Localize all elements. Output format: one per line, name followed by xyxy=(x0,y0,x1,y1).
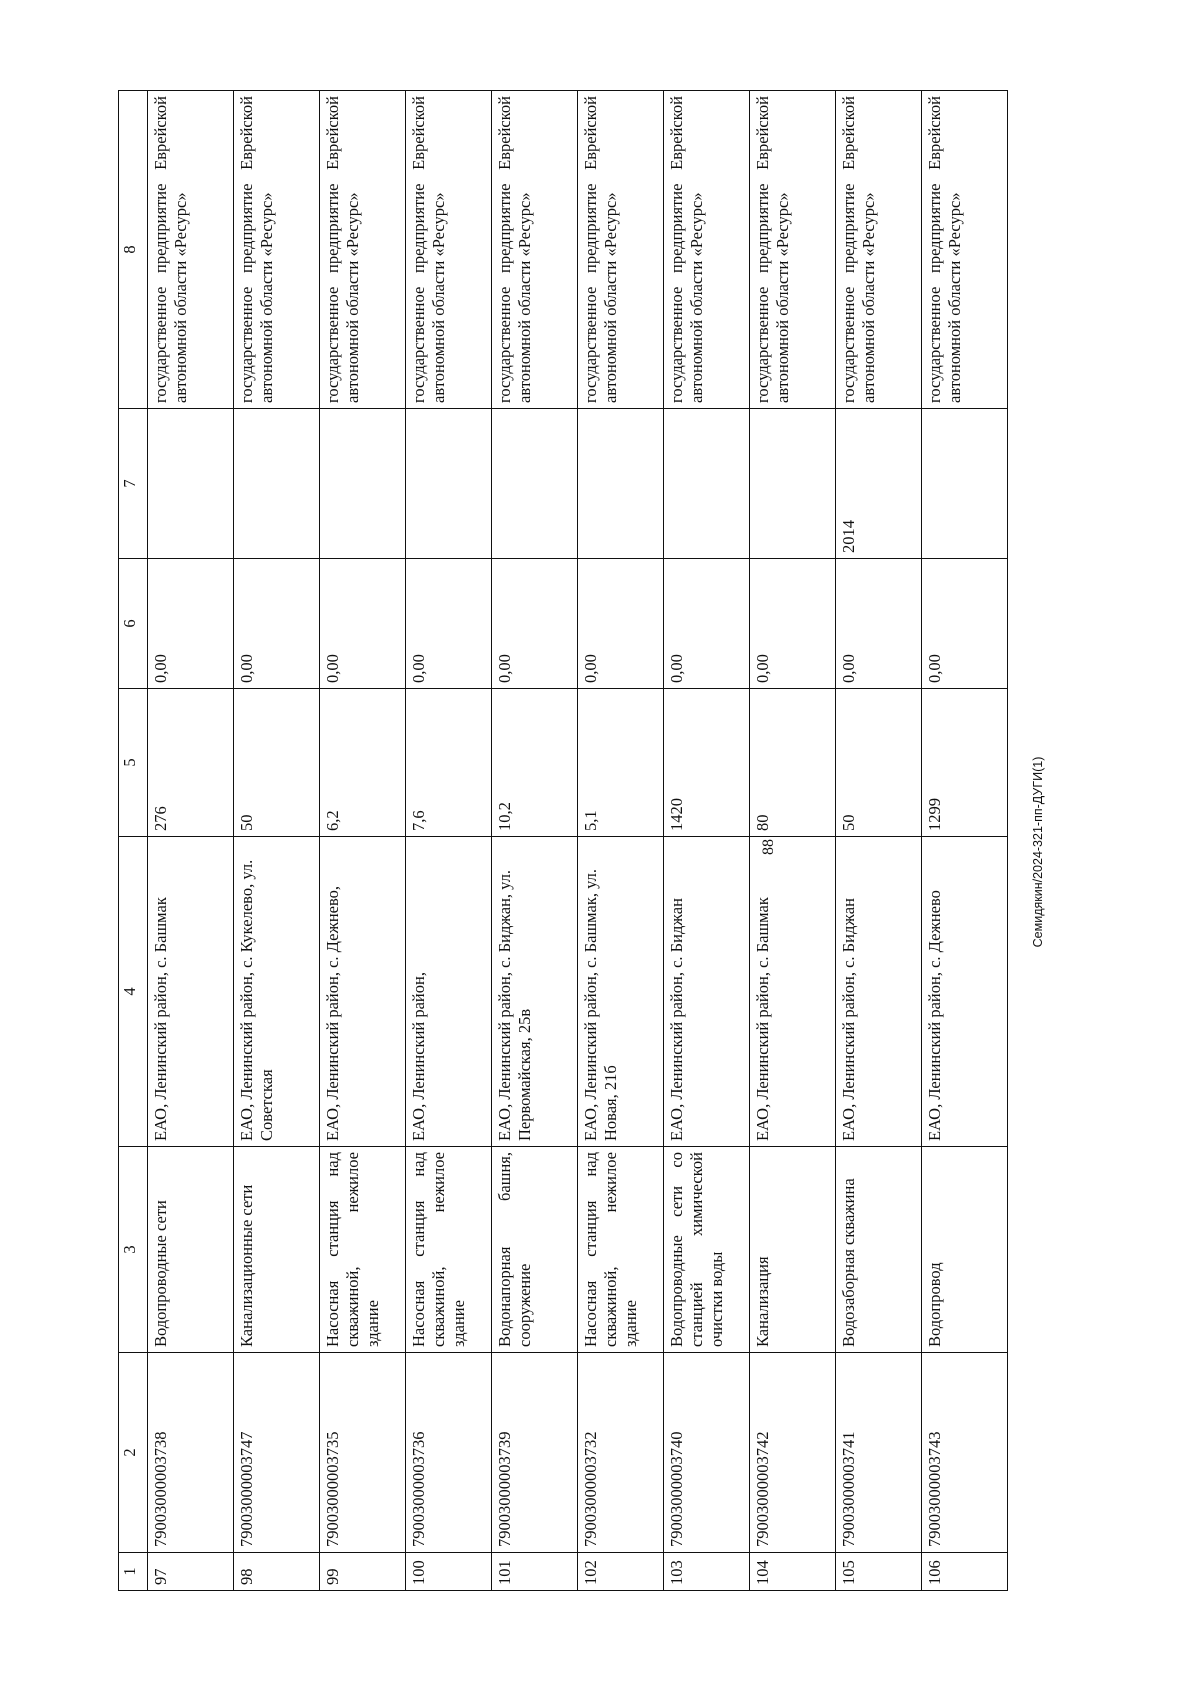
page-number: 88 xyxy=(760,839,777,855)
address-cell: ЕАО, Ленинский район, с. Башмак xyxy=(750,837,836,1147)
cost-cell: 0,00 xyxy=(664,559,750,689)
cadastre-number-cell: 79003000003735 xyxy=(320,1353,406,1553)
holder-cell: государственное предприятие Еврейской автономной области «Ресурс» xyxy=(578,91,664,409)
property-table xyxy=(118,90,1008,1591)
year-cell xyxy=(148,409,234,559)
cadastre-number-cell: 79003000003739 xyxy=(492,1353,578,1553)
address-cell: ЕАО, Ленинский район, с. Дежнево, xyxy=(320,837,406,1147)
holder-cell: государственное предприятие Еврейской автономной области «Ресурс» xyxy=(148,91,234,409)
object-name-cell: Водопроводные сети со станцией химической очистки воды xyxy=(664,1147,750,1353)
year-cell xyxy=(922,409,1008,559)
address-cell: ЕАО, Ленинский район, с. Дежнево xyxy=(922,837,1008,1147)
holder-cell: государственное предприятие Еврейской автономной области «Ресурс» xyxy=(836,91,922,409)
address-cell: ЕАО, Ленинский район, с. Биджан xyxy=(664,837,750,1147)
cost-cell: 0,00 xyxy=(750,559,836,689)
cost-cell: 0,00 xyxy=(234,559,320,689)
holder-cell: государственное предприятие Еврейской автономной области «Ресурс» xyxy=(234,91,320,409)
rotated-table-container xyxy=(118,91,1018,1591)
cadastre-number-cell: 79003000003736 xyxy=(406,1353,492,1553)
column-header: 5 xyxy=(119,689,148,837)
year-cell xyxy=(664,409,750,559)
table-row xyxy=(750,91,836,1591)
value-cell: 50 xyxy=(836,689,922,837)
column-header: 1 xyxy=(119,1553,148,1591)
object-name-cell: Водонапорная башня, сооружение xyxy=(492,1147,578,1353)
cost-cell: 0,00 xyxy=(320,559,406,689)
year-cell xyxy=(406,409,492,559)
object-name-cell: Насосная станция над скважиной, нежилое здание xyxy=(320,1147,406,1353)
holder-cell: государственное предприятие Еврейской автономной области «Ресурс» xyxy=(750,91,836,409)
table-row xyxy=(148,91,234,1591)
value-cell: 10,2 xyxy=(492,689,578,837)
object-name-cell: Водопроводные сети xyxy=(148,1147,234,1353)
cost-cell: 0,00 xyxy=(492,559,578,689)
value-cell: 7,6 xyxy=(406,689,492,837)
holder-cell: государственное предприятие Еврейской автономной области «Ресурс» xyxy=(664,91,750,409)
object-name-cell: Водопровод xyxy=(922,1147,1008,1353)
column-header: 2 xyxy=(119,1353,148,1553)
year-cell xyxy=(750,409,836,559)
table-row xyxy=(234,91,320,1591)
object-name-cell: Насосная станция над скважиной, нежилое здание xyxy=(578,1147,664,1353)
cadastre-number-cell: 79003000003741 xyxy=(836,1353,922,1553)
value-cell: 1420 xyxy=(664,689,750,837)
table-row xyxy=(922,91,1008,1591)
column-header: 4 xyxy=(119,837,148,1147)
row-number-cell: 98 xyxy=(234,1553,320,1591)
table-row xyxy=(836,91,922,1591)
table-row xyxy=(406,91,492,1591)
year-cell xyxy=(320,409,406,559)
row-number-cell: 97 xyxy=(148,1553,234,1591)
column-header: 7 xyxy=(119,409,148,559)
object-name-cell: Канализационные сети xyxy=(234,1147,320,1353)
cadastre-number-cell: 79003000003732 xyxy=(578,1353,664,1553)
row-number-cell: 100 xyxy=(406,1553,492,1591)
column-header: 8 xyxy=(119,91,148,409)
holder-cell: государственное предприятие Еврейской автономной области «Ресурс» xyxy=(922,91,1008,409)
cost-cell: 0,00 xyxy=(578,559,664,689)
address-cell: ЕАО, Ленинский район, с. Башмак xyxy=(148,837,234,1147)
table-row xyxy=(492,91,578,1591)
address-cell: ЕАО, Ленинский район, с. Кукелево, ул. Советская xyxy=(234,837,320,1147)
column-header: 3 xyxy=(119,1147,148,1353)
document-footer-code: Семидякин/2024-321-пп-ДУГИ(1) xyxy=(1031,756,1045,948)
address-cell: ЕАО, Ленинский район, с. Биджан xyxy=(836,837,922,1147)
column-header: 6 xyxy=(119,559,148,689)
cadastre-number-cell: 79003000003738 xyxy=(148,1353,234,1553)
row-number-cell: 102 xyxy=(578,1553,664,1591)
address-cell: ЕАО, Ленинский район, xyxy=(406,837,492,1147)
cost-cell: 0,00 xyxy=(148,559,234,689)
cost-cell: 0,00 xyxy=(836,559,922,689)
table-row xyxy=(578,91,664,1591)
row-number-cell: 101 xyxy=(492,1553,578,1591)
row-number-cell: 104 xyxy=(750,1553,836,1591)
object-name-cell: Канализация xyxy=(750,1147,836,1353)
cadastre-number-cell: 79003000003742 xyxy=(750,1353,836,1553)
value-cell: 1299 xyxy=(922,689,1008,837)
row-number-cell: 105 xyxy=(836,1553,922,1591)
holder-cell: государственное предприятие Еврейской автономной области «Ресурс» xyxy=(320,91,406,409)
cost-cell: 0,00 xyxy=(922,559,1008,689)
holder-cell: государственное предприятие Еврейской автономной области «Ресурс» xyxy=(406,91,492,409)
year-cell xyxy=(578,409,664,559)
object-name-cell: Водозаборная скважина xyxy=(836,1147,922,1353)
year-cell xyxy=(234,409,320,559)
value-cell: 276 xyxy=(148,689,234,837)
value-cell: 5,1 xyxy=(578,689,664,837)
table-header-row xyxy=(119,91,148,1591)
year-cell xyxy=(492,409,578,559)
table-row xyxy=(664,91,750,1591)
address-cell: ЕАО, Ленинский район, с. Биджан, ул. Первомайская, 25в xyxy=(492,837,578,1147)
value-cell: 80 xyxy=(750,689,836,837)
cadastre-number-cell: 79003000003740 xyxy=(664,1353,750,1553)
holder-cell: государственное предприятие Еврейской автономной области «Ресурс» xyxy=(492,91,578,409)
table-row xyxy=(320,91,406,1591)
object-name-cell: Насосная станция над скважиной, нежилое здание xyxy=(406,1147,492,1353)
row-number-cell: 103 xyxy=(664,1553,750,1591)
year-cell: 2014 xyxy=(836,409,922,559)
cost-cell: 0,00 xyxy=(406,559,492,689)
address-cell: ЕАО, Ленинский район, с. Башмак, ул. Новая, 21б xyxy=(578,837,664,1147)
row-number-cell: 99 xyxy=(320,1553,406,1591)
row-number-cell: 106 xyxy=(922,1553,1008,1591)
cadastre-number-cell: 79003000003743 xyxy=(922,1353,1008,1553)
value-cell: 6,2 xyxy=(320,689,406,837)
cadastre-number-cell: 79003000003747 xyxy=(234,1353,320,1553)
value-cell: 50 xyxy=(234,689,320,837)
